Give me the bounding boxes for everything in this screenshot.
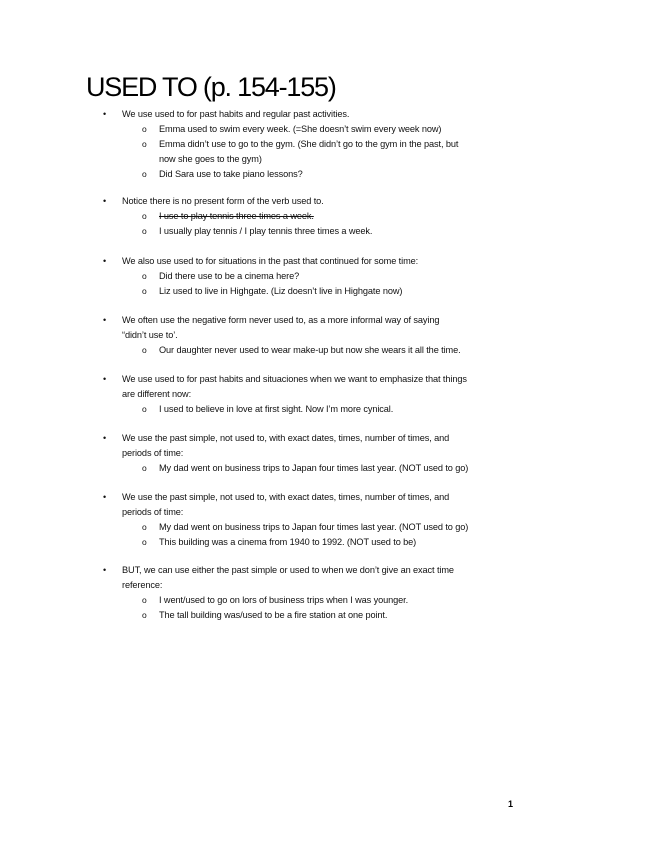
sub-bullet-point-text: The tall building was/used to be a fire station at one point. [159,610,388,620]
list-item [0,372,655,417]
bullet-point [0,313,655,328]
list-item [0,194,655,239]
sub-bullet-point-text: Did there use to be a cinema here? [159,271,300,281]
sub-bullet-point [0,402,655,417]
bullet-point [0,431,655,446]
sub-bullet-point-text: Did Sara use to take piano lessons? [159,169,303,179]
bullet-point-continued [0,446,655,461]
bullet-point [0,254,655,269]
sub-bullet-point [0,608,655,623]
sub-bullet-point [0,343,655,358]
list-item [0,107,655,182]
sub-bullet-point [0,137,655,152]
bullet-icon: • [103,109,107,119]
sub-bullet-point-text: I usually play tennis / I play tennis three times a week. [159,226,373,236]
bullet-icon: • [103,256,107,266]
sub-bullet-point-text: Emma didn’t use to go to the gym. (She didn’t go to the gym in the past, but [159,139,459,149]
bullet-point-continued-text: reference: [122,580,163,590]
sub-bullet-icon: o [142,271,147,281]
bullet-point-continued-text: “didn’t use to’. [122,330,178,340]
list-item [0,431,655,476]
bullet-point-continued [0,505,655,520]
sub-bullet-point [0,167,655,182]
sub-bullet-point [0,520,655,535]
page-number: 1 [507,799,513,809]
sub-bullet-point-text: My dad went on business trips to Japan four times last year. (NOT used to go) [159,522,469,532]
bullet-point-continued [0,387,655,402]
sub-bullet-icon: o [142,139,147,149]
bullet-icon: • [103,374,107,384]
bullet-point-text: We use the past simple, not used to, with exact dates, times, number of times, and [122,492,450,502]
bullet-point [0,107,655,122]
sub-bullet-point [0,535,655,550]
sub-bullet-icon: o [142,610,147,620]
sub-bullet-point [0,122,655,137]
sub-bullet-point [0,209,655,224]
sub-bullet-icon: o [142,124,147,134]
bullet-point-continued [0,578,655,593]
sub-bullet-icon: o [142,226,147,236]
bullet-icon: • [103,565,107,575]
page-title: USED TO (p. 154-155) [86,72,336,102]
sub-bullet-point-text: I went/used to go on lors of business trips when I was younger. [159,595,409,605]
bullet-point-continued-text: periods of time: [122,448,184,458]
bullet-icon: • [103,433,107,443]
bullet-point [0,563,655,578]
sub-bullet-point [0,593,655,608]
sub-bullet-icon: o [142,169,147,179]
sub-bullet-point-text: Our daughter never used to wear make-up but now she wears it all the time. [159,345,461,355]
sub-bullet-icon: o [142,404,147,414]
sub-bullet-point-text: My dad went on business trips to Japan four times last year. (NOT used to go) [159,463,469,473]
bullet-point-continued-text: periods of time: [122,507,184,517]
sub-bullet-icon: o [142,463,147,473]
sub-bullet-point-text: This building was a cinema from 1940 to 1992. (NOT used to be) [159,537,417,547]
sub-bullet-point-text: Emma used to swim every week. (=She doesn’t swim every week now) [159,124,442,134]
bullet-point-continued-text: are different now: [122,389,192,399]
list-item [0,313,655,358]
sub-bullet-icon: o [142,345,147,355]
bullet-point [0,490,655,505]
bullet-point-text: We use used to for past habits and regular past activities. [122,109,350,119]
bullet-point-text: We use used to for past habits and situaciones when we want to emphasize that things [122,374,467,384]
sub-bullet-point [0,461,655,476]
list-item [0,254,655,299]
bullet-icon: • [103,196,107,206]
sub-bullet-point-text: I used to believe in love at first sight. Now I’m more cynical. [159,404,394,414]
sub-bullet-point [0,224,655,239]
bullet-point [0,194,655,209]
bullet-point-text: BUT, we can use either the past simple or used to when we don’t give an exact time [122,565,454,575]
bullet-icon: • [103,315,107,325]
sub-bullet-point [0,284,655,299]
bullet-point-text: We also use used to for situations in the past that continued for some time: [122,256,419,266]
sub-bullet-icon: o [142,286,147,296]
sub-bullet-point-text: Liz used to live in Highgate. (Liz doesn’t live in Highgate now) [159,286,403,296]
bullet-point-text: We use the past simple, not used to, with exact dates, times, number of times, and [122,433,450,443]
bullet-point [0,372,655,387]
bullet-point-continued [0,328,655,343]
sub-bullet-icon: o [142,537,147,547]
sub-bullet-point-continued [0,152,655,167]
sub-bullet-point-continued-text: now she goes to the gym) [159,154,262,164]
bullet-point-text: We often use the negative form never used to, as a more informal way of saying [122,315,440,325]
bullet-icon: • [103,492,107,502]
sub-bullet-icon: o [142,522,147,532]
sub-bullet-point-text: I use to play tennis three times a week. [159,211,314,221]
sub-bullet-point [0,269,655,284]
sub-bullet-icon: o [142,211,147,221]
list-item [0,563,655,623]
list-item [0,490,655,550]
bullet-point-text: Notice there is no present form of the verb used to. [122,196,324,206]
sub-bullet-icon: o [142,595,147,605]
